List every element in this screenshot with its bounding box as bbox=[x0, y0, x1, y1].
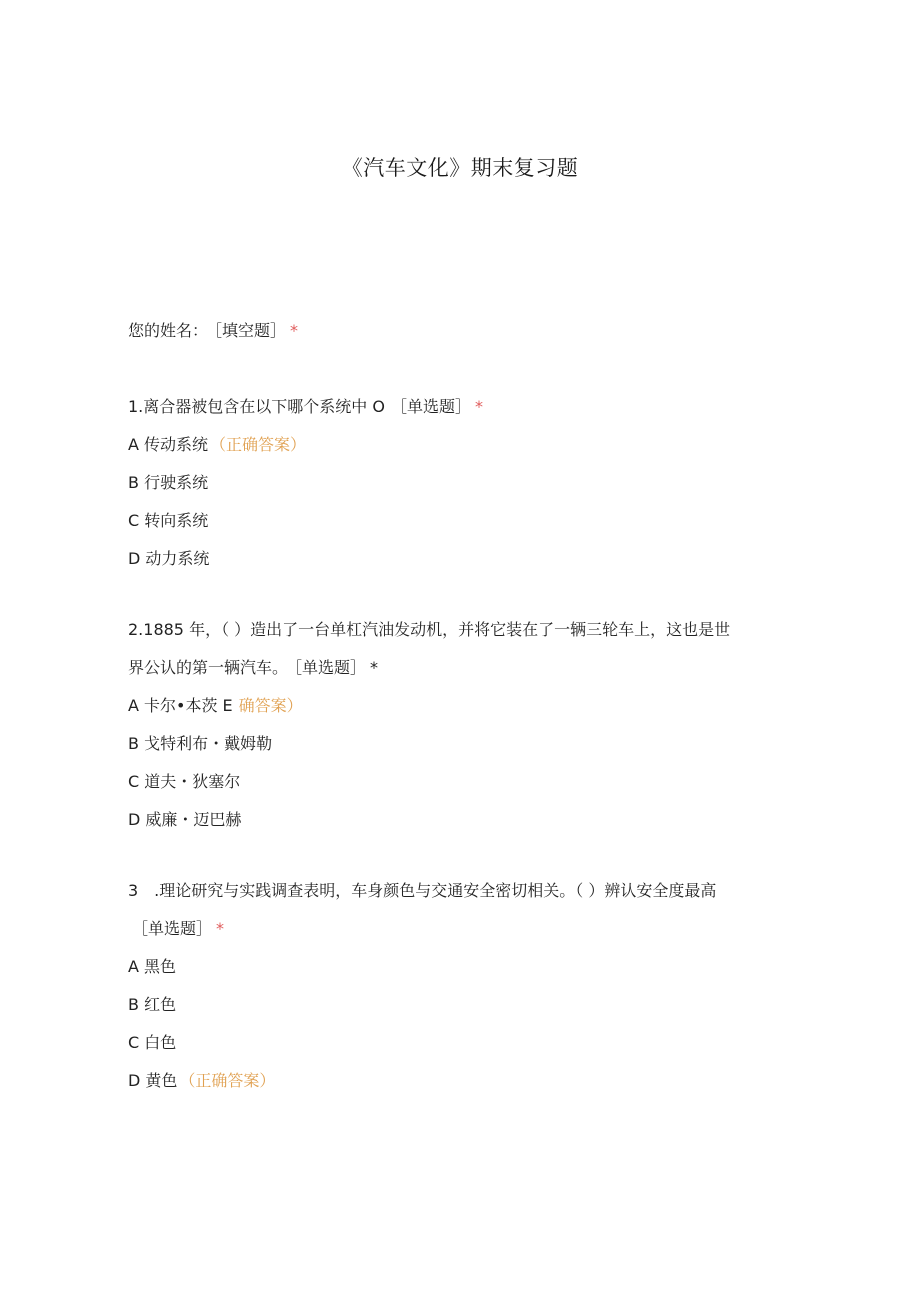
correct-answer-mark: （正确答案） bbox=[179, 1071, 276, 1090]
question-2-option-b[interactable] bbox=[128, 733, 272, 755]
option-text: D 威廉・迈巴赫 bbox=[128, 810, 242, 829]
name-field-type: ［填空题］ bbox=[214, 321, 287, 340]
required-star: * bbox=[370, 658, 379, 677]
question-3-option-a[interactable] bbox=[128, 956, 176, 978]
question-3-stem-line-2 bbox=[132, 918, 224, 940]
question-3-type: ［单选题］ bbox=[132, 919, 213, 938]
required-star: * bbox=[290, 321, 299, 340]
question-2-type: ［单选题］ bbox=[294, 658, 367, 677]
option-text: C 道夫・狄塞尔 bbox=[128, 772, 241, 791]
option-text: D 黄色 bbox=[128, 1071, 178, 1090]
question-1-type: ［单选题］ bbox=[390, 397, 471, 416]
question-1-stem-line-1: 1.离合器被包含在以下哪个系统中 O bbox=[128, 397, 385, 416]
question-2-stem-line-1 bbox=[128, 619, 730, 641]
option-text: B 戈特利布・戴姆勒 bbox=[128, 734, 273, 753]
question-1-option-b[interactable] bbox=[128, 472, 208, 494]
option-text: B 行驶系统 bbox=[128, 473, 209, 492]
question-2-stem-text-1: 2.1885 年，（ ）造出了一台单杠汽油发动机，并将它装在了一辆三轮车上，这也是世 bbox=[128, 620, 731, 639]
option-text: A 黑色 bbox=[128, 957, 177, 976]
question-3-option-c[interactable] bbox=[128, 1032, 176, 1054]
question-3-stem-text-1: 3 .理论研究与实践调查表明，车身颜色与交通安全密切相关。（ ）辨认安全度最高 bbox=[128, 881, 717, 900]
question-2-option-a[interactable] bbox=[128, 695, 303, 717]
option-text: A 传动系统 bbox=[128, 435, 209, 454]
question-2-option-c[interactable] bbox=[128, 771, 240, 793]
correct-answer-mark: 确答案） bbox=[238, 696, 303, 715]
question-3-stem-line-1 bbox=[128, 880, 716, 902]
correct-answer-mark: （正确答案） bbox=[210, 435, 307, 454]
option-text: D 动力系统 bbox=[128, 549, 210, 568]
option-text: B 红色 bbox=[128, 995, 177, 1014]
question-3-option-d[interactable] bbox=[128, 1070, 275, 1092]
question-1-option-d[interactable] bbox=[128, 548, 209, 570]
question-1-option-a[interactable] bbox=[128, 434, 306, 456]
question-1-option-c[interactable] bbox=[128, 510, 208, 532]
question-2-stem-line-2 bbox=[128, 657, 378, 679]
option-text: C 白色 bbox=[128, 1033, 177, 1052]
option-text: C 转向系统 bbox=[128, 511, 209, 530]
question-2-option-d[interactable] bbox=[128, 809, 241, 831]
question-3-option-b[interactable] bbox=[128, 994, 176, 1016]
option-text: A 卡尔•本茨 E bbox=[128, 696, 233, 715]
required-star: * bbox=[216, 919, 225, 938]
name-field-label: 您的姓名： bbox=[128, 321, 209, 340]
question-2-stem-text-2: 界公认的第一辆汽车。 bbox=[128, 658, 289, 677]
page-title: 《汽车文化》期末复习题 bbox=[341, 156, 579, 180]
question-1-stem bbox=[128, 396, 483, 418]
required-star: * bbox=[474, 397, 483, 416]
name-field-row[interactable] bbox=[128, 320, 298, 342]
